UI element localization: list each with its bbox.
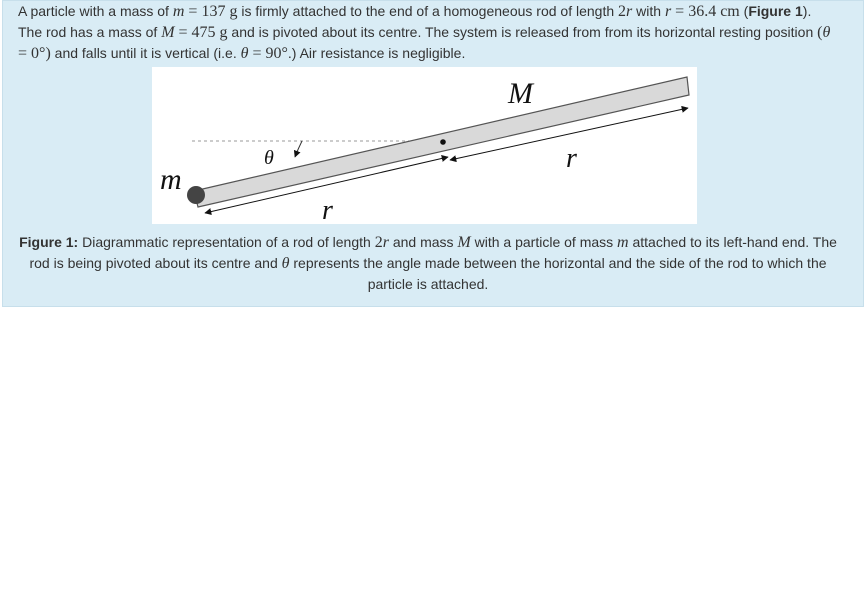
label-r-right: r [566, 143, 577, 174]
mass-m-value: 137 g [201, 3, 238, 20]
rod-diagram-svg [152, 67, 697, 224]
particle-m [187, 186, 205, 204]
caption-text-part: represents the angle made between the horizontal and the side of the rod to which the particle is attached. [289, 255, 827, 292]
label-theta: θ [264, 147, 274, 169]
problem-text-part: with [632, 3, 665, 19]
caption-rod-length [375, 234, 389, 251]
var-r: r [382, 234, 389, 251]
caption-var-m: m [617, 234, 629, 251]
caption-text-part: attached to its left-hand end. The rod is being pivoted about its centre and [29, 234, 837, 271]
pivot-point [440, 139, 446, 145]
problem-text-part: ( [739, 3, 749, 19]
equals: = [671, 3, 689, 20]
var-r: r [626, 3, 633, 20]
var-theta: θ [822, 24, 831, 41]
factor-two: 2 [618, 3, 627, 20]
var-theta: θ [240, 45, 249, 62]
equals: = [18, 45, 32, 62]
var-m: m [172, 3, 185, 20]
angle-arc [295, 141, 302, 157]
caption-label: Figure 1: [19, 234, 79, 250]
rod-length-expression [618, 3, 632, 20]
label-m: m [160, 163, 182, 196]
figure-1-diagram [152, 67, 697, 224]
caption-text-part: and mass [388, 234, 458, 250]
figure-caption [18, 232, 838, 294]
caption-text-part: Diagrammatic representation of a rod of length [78, 234, 375, 250]
factor-two: 2 [374, 234, 383, 251]
problem-text-part: and falls until it is vertical (i.e. [50, 45, 241, 61]
problem-text [18, 1, 838, 64]
radius-expression [665, 3, 740, 20]
label-r-left: r [322, 195, 333, 224]
caption-var-theta: θ [281, 255, 290, 272]
mass-M-value: 475 g [191, 24, 228, 41]
problem-text-part: and is pivoted about its centre. The system is released from from its horizontal resting position [227, 24, 818, 40]
problem-text-part: ). The rod has a mass of [18, 3, 812, 40]
caption-var-M: M [457, 234, 471, 251]
mass-M-expression [161, 24, 227, 41]
zero-degrees: 0° [31, 45, 46, 62]
ninety-degrees: 90° [265, 45, 288, 62]
problem-text-part: .) Air resistance is negligible. [287, 45, 466, 61]
problem-text-part: A particle with a mass of [18, 3, 173, 19]
mass-m-expression [173, 3, 238, 20]
label-M: M [508, 77, 533, 110]
figure-reference: Figure 1 [748, 3, 803, 19]
equals: = [184, 3, 202, 20]
theta-zero-expression: (θ = 0°) [18, 24, 831, 62]
equals: = [248, 45, 266, 62]
problem-panel [2, 0, 864, 307]
var-M: M [161, 24, 175, 41]
theta-ninety-expression [241, 45, 288, 62]
equals: = [174, 24, 192, 41]
problem-text-part: is firmly attached to the end of a homogeneous rod of length [237, 3, 619, 19]
caption-text-part: with a particle of mass [470, 234, 618, 250]
radius-value: 36.4 cm [688, 3, 740, 20]
var-r: r [664, 3, 672, 20]
